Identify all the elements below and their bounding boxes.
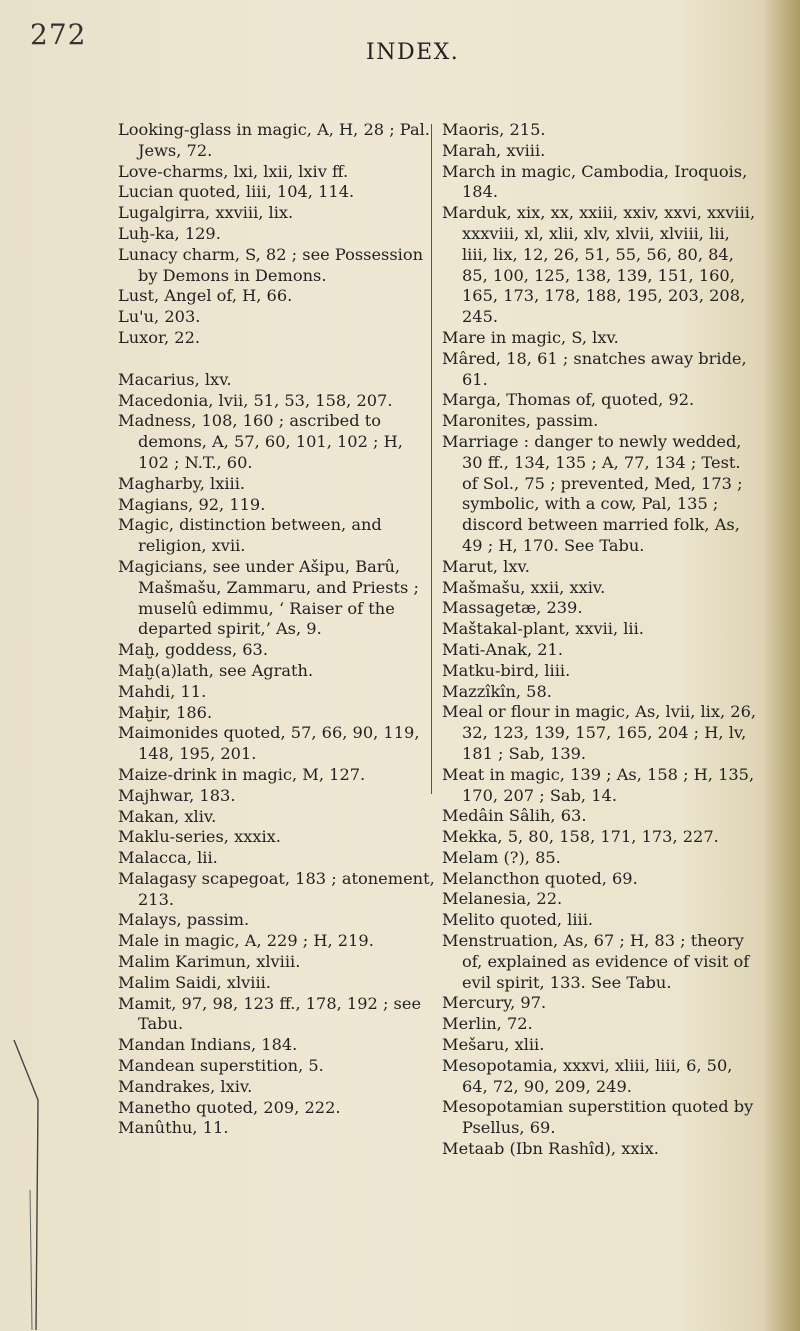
column-divider	[431, 124, 432, 794]
index-entry: Magicians, see under Ašipu, Barû, Mašmašu, Zammaru, and Priests ; muselû edimmu, ‘ Raiser of the departed spirit,’ As, 9.	[118, 556, 419, 639]
index-entry: Maḫ(a)lath, see Agrath.	[118, 660, 314, 680]
index-entry: Marduk, xix, xx, xxiii, xxiv, xxvi, xxviii, xxxviii, xl, xlii, xlv, xlvii, xlviii, lii, liii, lix, 12, 26, 51, 55, 56, 80, 84, 85, 100, 125, 138, 139, 151, 160, 165, 173, 178, 188, 195, 203, 208, 245.	[442, 203, 756, 327]
index-entry: Lucian quoted, liii, 104, 114.	[118, 182, 355, 202]
index-entry: Meat in magic, 139 ; As, 158 ; H, 135, 170, 207 ; Sab, 14.	[442, 764, 755, 805]
index-entry: Mâred, 18, 61 ; snatches away bride, 61.	[442, 348, 747, 389]
page-number: 272	[30, 18, 87, 51]
index-entry: Magians, 92, 119.	[118, 494, 266, 514]
index-entry: Mesopotamia, xxxvi, xliii, liii, 6, 50, 64, 72, 90, 209, 249.	[442, 1055, 733, 1096]
index-entry: Mazzîkîn, 58.	[442, 681, 552, 701]
index-entry: Lugalgirra, xxviii, lix.	[118, 203, 294, 223]
binding-edge-mark	[12, 1040, 42, 1330]
index-entry: Maoris, 215.	[442, 120, 546, 139]
index-entry: Mešaru, xlii.	[442, 1035, 545, 1055]
index-entry: Malim Karimun, xlviii.	[118, 952, 301, 972]
index-entry: Manetho quoted, 209, 222.	[118, 1097, 341, 1117]
index-entry: Maklu-series, xxxix.	[118, 827, 281, 847]
index-entry: Mare in magic, S, lxv.	[442, 327, 619, 347]
index-entry: Melito quoted, liii.	[442, 910, 594, 930]
index-entry: Maḫir, 186.	[118, 702, 213, 722]
index-entry: Malagasy scapegoat, 183 ; atonement, 213.	[118, 868, 435, 909]
index-column-right	[442, 120, 758, 1160]
index-entry: Mandean superstition, 5.	[118, 1056, 324, 1076]
index-entry: Massagetæ, 239.	[442, 598, 583, 618]
page-edge-shadow	[762, 0, 800, 1331]
index-entry: Mandan Indians, 184.	[118, 1035, 298, 1055]
running-head: INDEX.	[366, 40, 460, 65]
index-entry: Maize-drink in magic, M, 127.	[118, 764, 366, 784]
index-entry: Melam (?), 85.	[442, 847, 561, 867]
index-entry: Meal or flour in magic, As, lvii, lix, 26, 32, 123, 139, 157, 165, 204 ; H, lv, 181 ; Sab, 139.	[442, 702, 757, 763]
index-entry: Love-charms, lxi, lxii, lxiv ff.	[118, 161, 349, 181]
index-entry: Malays, passim.	[118, 910, 250, 930]
index-entry: Melanesia, 22.	[442, 889, 563, 909]
index-entry: March in magic, Cambodia, Iroquois, 184.	[442, 161, 748, 202]
index-entry: Maronites, passim.	[442, 411, 599, 431]
index-entry: Luḫ-ka, 129.	[118, 223, 221, 243]
index-entry: Maimonides quoted, 57, 66, 90, 119, 148, 195, 201.	[118, 723, 420, 764]
index-entry: Lu'u, 203.	[118, 307, 201, 327]
index-entry: Manûthu, 11.	[118, 1118, 229, 1138]
index-entry: Mamit, 97, 98, 123 ff., 178, 192 ; see Tabu.	[118, 993, 422, 1034]
index-entry: Marriage : danger to newly wedded, 30 ff., 134, 135 ; A, 77, 134 ; Test. of Sol., 75 ; prevented, Med, 173 ; symbolic, with a cow, Pal, 135 ; discord between married folk, As, 49 ; H, 170. See Tabu.	[442, 431, 743, 555]
index-entry: Makan, xliv.	[118, 806, 217, 826]
index-entry: Mesopotamian superstition quoted by Psellus, 69.	[442, 1097, 754, 1138]
index-entry: Madness, 108, 160 ; ascribed to demons, A, 57, 60, 101, 102 ; H, 102 ; N.T., 60.	[118, 411, 403, 472]
section-gap	[118, 349, 438, 370]
index-entry: Magharby, lxiii.	[118, 473, 246, 493]
index-entry: Majhwar, 183.	[118, 785, 236, 805]
index-entry: Malacca, lii.	[118, 848, 218, 868]
index-entry: Malim Saidi, xlviii.	[118, 972, 271, 992]
index-entry: Macarius, lxv.	[118, 369, 232, 389]
index-entry: Marga, Thomas of, quoted, 92.	[442, 390, 695, 410]
index-entry: Merlin, 72.	[442, 1014, 533, 1034]
index-entry: Maštakal-plant, xxvii, lii.	[442, 619, 644, 639]
index-entry: Lunacy charm, S, 82 ; see Possession by Demons in Demons.	[118, 244, 424, 285]
index-entry: Looking-glass in magic, A, H, 28 ; Pal. Jews, 72.	[118, 120, 430, 160]
index-entry: Luxor, 22.	[118, 327, 201, 347]
index-entry: Metaab (Ibn Rashîd), xxix.	[442, 1139, 659, 1159]
index-entry: Menstruation, As, 67 ; H, 83 ; theory of, explained as evidence of visit of evil spirit, 133. See Tabu.	[442, 931, 750, 992]
index-entry: Marut, lxv.	[442, 556, 530, 576]
index-entry: Mašmašu, xxii, xxiv.	[442, 577, 606, 597]
index-entry: Mandrakes, lxiv.	[118, 1076, 253, 1096]
index-entry: Lust, Angel of, H, 66.	[118, 286, 293, 306]
index-entry: Magic, distinction between, and religion, xvii.	[118, 515, 382, 556]
index-entry: Maḫ, goddess, 63.	[118, 640, 269, 660]
index-entry: Matku-bird, liii.	[442, 660, 571, 680]
index-entry: Mercury, 97.	[442, 993, 547, 1013]
index-entry: Medâin Sâlih, 63.	[442, 806, 587, 826]
index-column-left	[118, 120, 438, 1139]
index-entry: Mahdi, 11.	[118, 681, 207, 701]
index-entry: Melancthon quoted, 69.	[442, 868, 638, 888]
index-entry: Macedonia, lvii, 51, 53, 158, 207.	[118, 390, 393, 410]
index-entry: Mati-Anak, 21.	[442, 639, 563, 659]
index-entry: Marah, xviii.	[442, 140, 546, 160]
index-entry: Male in magic, A, 229 ; H, 219.	[118, 931, 374, 951]
index-entry: Mekka, 5, 80, 158, 171, 173, 227.	[442, 827, 719, 847]
